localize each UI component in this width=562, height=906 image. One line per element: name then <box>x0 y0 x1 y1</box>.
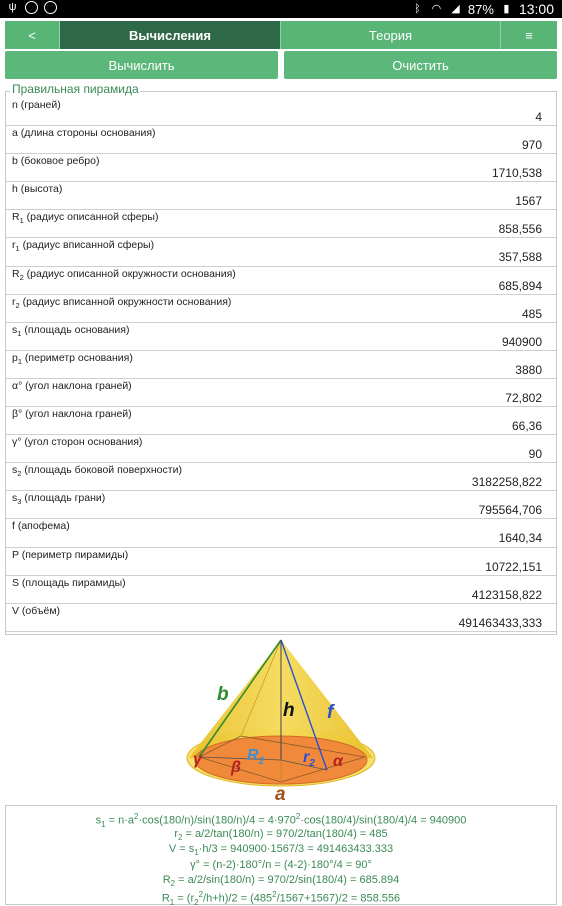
result-value[interactable]: 66,36 <box>512 419 542 433</box>
panel-legend: Правильная пирамида <box>11 82 140 96</box>
label-R2: $R_2$ <box>247 747 265 767</box>
menu-icon[interactable]: ≡ <box>501 21 557 49</box>
bluetooth-icon: ᛒ <box>411 3 424 16</box>
result-value[interactable]: 858,556 <box>499 222 542 236</box>
tab-calculations[interactable]: Вычисления <box>60 21 281 49</box>
status-left-icons <box>6 1 57 14</box>
result-label: α° (угол наклона граней) <box>12 380 132 392</box>
result-label: n (граней) <box>12 99 61 111</box>
result-row <box>6 604 556 632</box>
result-label: $p_1$ (периметр основания) <box>12 352 133 366</box>
tab-bar <box>5 21 557 49</box>
result-row <box>6 182 556 210</box>
results-list <box>6 98 556 632</box>
result-row <box>6 267 556 295</box>
formula-line: $V = s_1\cdot h/3 = 940900\cdot 1567/3 = 491463433.333$ <box>6 843 556 857</box>
formulas-panel <box>5 805 557 905</box>
result-label: $R_1$ (радиус описанной сферы) <box>12 211 158 225</box>
result-row <box>6 98 556 126</box>
pyramid-figure <box>181 636 381 802</box>
battery-percent: 87% <box>468 2 494 17</box>
back-button[interactable]: < <box>5 21 60 49</box>
minus-circle-icon <box>44 1 57 14</box>
result-row <box>6 379 556 407</box>
battery-icon: ▮ <box>500 3 513 16</box>
result-value[interactable]: 90 <box>529 447 542 461</box>
results-panel <box>5 91 557 635</box>
action-bar <box>5 51 557 79</box>
label-b: b <box>217 684 229 705</box>
result-row <box>6 576 556 604</box>
result-label: $s_3$ (площадь грани) <box>12 492 105 506</box>
result-value[interactable]: 4123158,822 <box>472 588 542 602</box>
result-label: h (высота) <box>12 183 62 195</box>
result-label: β° (угол наклона граней) <box>12 408 132 420</box>
result-value[interactable]: 357,588 <box>499 250 542 264</box>
result-row <box>6 238 556 266</box>
result-label: $r_1$ (радиус вписанной сферы) <box>12 239 154 253</box>
result-label: V (объём) <box>12 605 60 617</box>
label-f: f <box>327 702 335 723</box>
result-row <box>6 210 556 238</box>
formula-line: $R_1 = (r_2^2/h+h)/2 = (485^2/1567+1567)/2 = 858.556$ <box>6 890 556 906</box>
result-label: $R_2$ (радиус описанной окружности основания) <box>12 268 236 282</box>
result-label: S (площадь пирамиды) <box>12 577 126 589</box>
label-alpha: α <box>333 753 344 770</box>
result-row <box>6 323 556 351</box>
formula-line: γ° = (n-2)·180°/n = (4-2)·180°/4 = 90° <box>6 859 556 871</box>
result-label: a (длина стороны основания) <box>12 127 156 139</box>
result-row <box>6 351 556 379</box>
panel-border <box>6 91 10 92</box>
clear-button[interactable]: Очистить <box>284 51 557 79</box>
formula-line: $R_2 = a/2/\sin(180/n) = 970/2/\sin(180/4) = 685.894$ <box>6 874 556 888</box>
result-row <box>6 463 556 491</box>
result-value[interactable]: 3880 <box>515 363 542 377</box>
wifi-icon: ◠ <box>430 3 443 16</box>
label-beta: β <box>230 759 241 776</box>
label-gamma: γ <box>193 751 203 768</box>
result-value[interactable]: 940900 <box>502 335 542 349</box>
result-label: P (периметр пирамиды) <box>12 549 128 561</box>
result-value[interactable]: 1567 <box>515 194 542 208</box>
result-label: $s_2$ (площадь боковой поверхности) <box>12 464 182 478</box>
result-label: b (боковое ребро) <box>12 155 99 167</box>
result-row <box>6 154 556 182</box>
compass-icon <box>25 1 38 14</box>
label-h: h <box>283 700 295 721</box>
formula-line: $s_1 = n\cdot a^2\cdot\cos(180/n)/\sin(180/n)/4 = 4\cdot 970^2\cdot\cos(180/4)/\sin(180/4)/4 = 940900$ <box>6 812 556 829</box>
signal-icon: ◢ <box>449 3 462 16</box>
result-row <box>6 519 556 547</box>
label-r2: $r_2$ <box>303 749 315 769</box>
result-label: γ° (угол сторон основания) <box>12 436 142 448</box>
result-value[interactable]: 4 <box>535 110 542 124</box>
result-value[interactable]: 10722,151 <box>485 560 542 574</box>
result-value[interactable]: 970 <box>522 138 542 152</box>
result-value[interactable]: 485 <box>522 307 542 321</box>
result-row <box>6 491 556 519</box>
result-value[interactable]: 1710,538 <box>492 166 542 180</box>
result-value[interactable]: 1640,34 <box>499 531 542 545</box>
result-label: f (апофема) <box>12 520 70 532</box>
usb-icon: ψ <box>6 1 19 14</box>
clock: 13:00 <box>519 1 554 17</box>
result-row <box>6 407 556 435</box>
result-value[interactable]: 72,802 <box>505 391 542 405</box>
result-label: $r_2$ (радиус вписанной окружности основания) <box>12 296 231 310</box>
tab-theory[interactable]: Теория <box>281 21 501 49</box>
formula-line: $r_2 = a/2/\tan(180/n) = 970/2/\tan(180/4) = 485$ <box>6 828 556 842</box>
result-row <box>6 295 556 323</box>
status-bar <box>0 0 562 18</box>
label-a: a <box>275 784 286 805</box>
result-value[interactable]: 685,894 <box>499 279 542 293</box>
result-row <box>6 435 556 463</box>
result-value[interactable]: 491463433,333 <box>459 616 542 630</box>
result-value[interactable]: 795564,706 <box>479 503 542 517</box>
result-label: $s_1$ (площадь основания) <box>12 324 129 338</box>
panel-border <box>132 91 556 92</box>
result-row <box>6 548 556 576</box>
result-row <box>6 126 556 154</box>
calculate-button[interactable]: Вычислить <box>5 51 278 79</box>
status-right-icons <box>411 1 554 17</box>
result-value[interactable]: 3182258,822 <box>472 475 542 489</box>
